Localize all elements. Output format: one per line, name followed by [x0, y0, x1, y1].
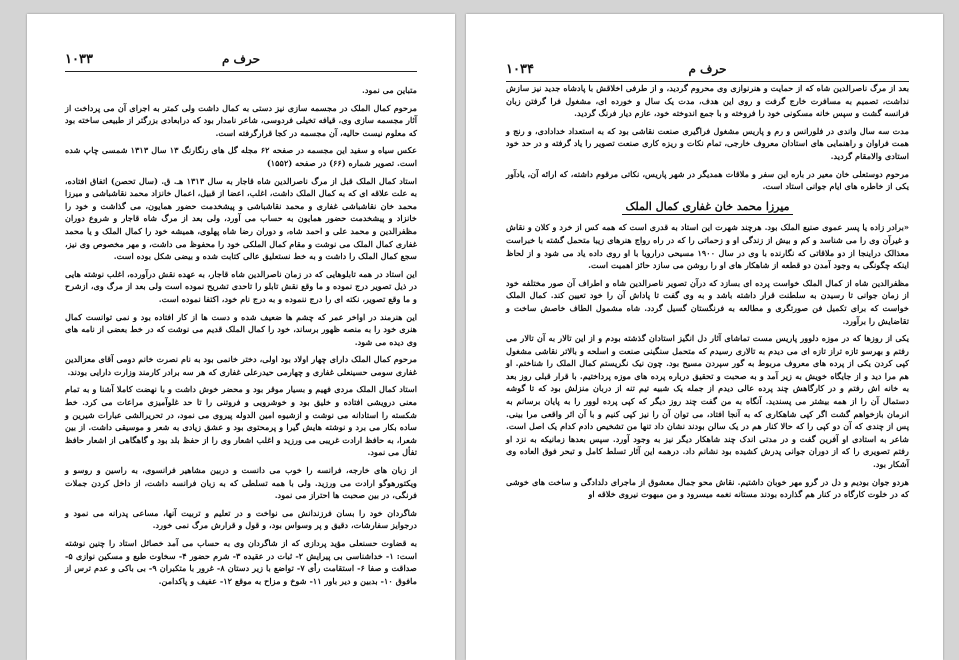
- paragraph: مرحوم کمال الملک دارای چهار اولاد بود اولی، دختر خانمی بود به نام نصرت خانم دومی آقای معزالدین غفاری سومی حسینعلی غفاری و چهارمی حیدرعلی غفاری که هر سه برادر کارمند وزارت دارایی بودند.: [65, 354, 417, 377]
- paragraph: شاگردان خود را بسان فرزندانش می نواخت و در تعلیم و تربیت آنها، مساعی پدرانه می نمود و درجوایز سفارشات، دقیق و پر وسواس بود، و قول و قرارش مرگ نمی خورد.: [65, 507, 417, 531]
- page-header: [65, 50, 417, 70]
- paragraph: این استاد در همه تابلوهایی که در زمان ناصرالدین شاه قاجار، به عهده نقش درآورده، اغلب نوشته هایی در ذیل تصویر درج نموده و ما وقع نقش تابلو را تاحدی تشریح نموده است ولی بعد از مرگ وی، ازشرح و ما وقع تصویر، نکته ای را درج ننموده و به درج نام خود، اکتفا نموده است.: [65, 268, 417, 304]
- right-page: [466, 14, 943, 660]
- left-page: [27, 14, 455, 660]
- paragraph: یکی از روزها که در موزه دلوور پاریس مست تماشای آثار دل انگیز استادان گذشته بودم و از این تالار به آن تالار می رفتم و بهرسو تازه تراز تازه ای می دیدم به تالاری رسیدم که متحمل سنگینی صنعت و اسلحه و بالاتر نقاشی مشغول کپی کردن یکی از پرده های معروف مربوط به گور سپردن مسیح بود. چون نیک نگریستم کمال الملک را شناختم. او هم مرا دید و از جایگاه خویش به زیر آمد و به صحبت و تحقیق درباره پرده های موزه پرداختیم. با قرار قبلی روز بعد به خانه اش رفتم و در کارگاهش چند پرده عالی دیدم از جمله یک شبیه تیم تنه از دربان منزلش بود که تا گوشه دستمال آن را از همه بیشتر می پسندید. آنگاه به من گفت چند روز دیگر که کپی پرده لوور را به پایان برسانم به انرمان بازخواهم گشت اگر کپی شاهکاری که به آنجا افتاد، می توان آن را نیز کپی کنیم و با آن اثر واقعی مرا بینی. پس از چندی که آن دو کپی را که حالا کنار هم در یک سالن بودند نشان داد تنها من تشخیص دادم کدام یک اصل است. شاعر به استادی او آفرین گفت و در مدتی اندک چند شاهکار دیگر نیز به وجود آورد. سپس بعدها زمانیکه به نزد او رفتم تصویری را که از دوران جوانی پدرش کشیده بود نشانم داد. درهمه این آثار تسلط کامل و تبحر فوق العاده وی آشکار بود.: [506, 333, 909, 470]
- page-number: ۱۰۳۳: [65, 52, 93, 67]
- paragraph: هردو جوان بودیم و دل در گرو مهر خوبان داشتیم. نقاش محو جمال معشوق از ماجرای دلدادگی و ساخت های خوشی که در خلوت کارگاه در کنار هم گذارده بودند مستانه نغمه میسرود و من مبهوت نیروی خلاقه او: [506, 476, 909, 500]
- paragraph: مرحوم دوستعلی خان معیر در باره این سفر و ملاقات همدیگر در شهر پاریس، نکاتی مرقوم داشته، که ارائه آن، یادآور یکی از خاطره های ایام جوانی استاد است.: [506, 168, 909, 192]
- section-heading: [506, 201, 909, 214]
- paragraph: این هنرمند در اواخر عمر که چشم ها ضعیف شده و دست ها از کار افتاده بود و نمی توانست کمال هنری خود را به منصه ظهور برساند، خود را کمال الملک قدیم می نوشت که در خط بعضی از نامه های وی دیده می شود.: [65, 311, 417, 347]
- paragraph: بعد از مرگ ناصرالدین شاه که از حمایت و هنرنوازی وی محروم گردید، و از طرفی اخلاقش با پادشاه جدید نیز سازش نداشت، تصمیم به مسافرت خارج گرفت و روی این هدف، مدت یک سال و خورده ای، مشغول فرا گرفتن زبان فرانسه گشت و سپس خانه مسکونی خود را فروخته و با جمع اندوخته خود، عازم دیار فرنگ گردید.: [506, 83, 909, 119]
- paragraph: به قضاوت حسنعلی مؤید پردازی که از شاگردان وی به حساب می آمد خصائل استاد را چنین نوشته است: ۱- خداشناسی بی پیرایش ۲- ثبات در عقیده ۳- شرم حضور ۴- سخاوت طبع و مسکین نوازی ۵- صداقت و صفا ۶- استقامت رأی ۷- تواضع با زیر دستان ۸- غرور با متکبران ۹- بی باکی و عدم ترس از مافوق ۱۰- بدبین و دیر باور ۱۱- شوخ و مزاح به موقع ۱۲- عفیف و پاکدامن.: [65, 538, 417, 586]
- paragraph: مرحوم کمال الملک در مجسمه سازی نیز دستی به کمال داشت ولی کمتر به اجرای آن می پرداخت از آثار مجسمه سازی وی، قیافه تخیلی فردوسی، شاعر نامدار بود که درابعادی بزرگتر از طبیعی ساخته بود که معلوم نیست حالیه، آن مجسمه در کجا قرارگرفته است.: [65, 102, 417, 138]
- paragraph: استاد کمال الملک مردی فهیم و بسیار موقر بود و محضر خوش داشت و با نهضت کاملا آشنا و به تمام معنی درویشی افتاده و خلیق بود و خوشرویی و فروتنی را تا حد غلوآمیزی مراعات می کرد. خط شکسته را استادانه می نوشت و ازشیوه امین الدوله پیروی می نمود، در تحریرالشی عبارات شیرین و ساده بکار می برد و نوشته هایش گیرا و پرمحتوی بود و عشق زیادی به شعر و موسیقی داشت. از بین شعرا، به حافظ ارادت غریبی می ورزید و اغلب اشعار وی را از حفظ بلد بود و گاهگاهی از اشعار حافظ تفأل می نمود.: [65, 384, 417, 458]
- paragraph: متباین می نمود.: [362, 85, 417, 95]
- page-number: ۱۰۳۴: [506, 62, 534, 77]
- page-header: [506, 60, 909, 80]
- page-title: حرف م: [221, 52, 261, 66]
- paragraph: از زبان های خارجه، فرانسه را خوب می دانست و دربین مشاهیر فرانسوی، به راسین و روسو و ویکتورهوگو ارادت می ورزید. ولی با همه تسلطی که به زبان فرانسه داشت، از داخل کردن جملات فرنگی، در بین صحبت ها احتراز می نمود.: [65, 465, 417, 501]
- paragraph: «برادر زاده یا پسر عموی صنیع الملک بود. هرچند شهرت این استاد به قدری است که همه کس از خرد و کلان و نقاش و غیرآن وی را می شناسد و کم و بیش از زندگی او و زحماتی را که در راه رواج هنرهای زیبا متحمل گشته با خبراست معذالک دراینجا از دو ملاقاتی که نگارنده با وی در سال ۱۹۰۰ مسیحی درارویا با او روی داده یاد می شود و از لحاظ اینکه چگونگی به وجود آمدن دو قطعه از شاهکار های او را روشن می سازد حائز اهمیت است.: [506, 222, 909, 271]
- paragraph: عکس سیاه و سفید این مجسمه در صفحه ۶۲ مجله گل های رنگارنگ ۱۳ سال ۱۳۱۳ شمسی چاپ شده است. تصویر شماره (۶۶) در صفحه (۱۵۵۲): [65, 145, 418, 168]
- paragraph: مظفرالدین شاه از کمال الملک خواست پرده ای بسازد که درآن تصویر ناصرالدین شاه و اطراف آن صور مختلفه خود از زمان جوانی تا رسیدن به سلطنت قرار داشته باشد و به وی گفت تا پاداش آن را خود تعیین کند. کمال الملک خواست که برای تکمیل فن صورتگری و مطالعه به فرنگستان گسیل گردد. شاه مشمول الطاف خاصش ساخت و تقاضایش را برآورد.: [506, 277, 909, 326]
- page-body: [65, 84, 417, 650]
- paragraph: مدت سه سال واندی در فلورانس و رم و پاریس مشغول فراگیری صنعت نقاشی بود که به استعداد خدادادی، و رنج و همت فراوان و راهنمایی های استادان معروف خارجی، تمام نکات و ریزه کاری صنعت تصویر را یاد گرفته و در حد خود استادی والامقام گردید.: [506, 125, 909, 161]
- section-heading-text: میرزا محمد خان غفاری کمال الملک: [622, 200, 794, 215]
- page-title: حرف م: [688, 62, 727, 76]
- paragraph: استاد کمال الملک قبل از مرگ ناصرالدین شاه قاجار به سال ۱۳۱۳ هـ. ق. (سال تحصن) اتفاق افتاده، به علت علاقه ای که به کمال الملک داشت، اغلب، اعضا از قبیل، اعمال خانزاد محمد نقاشباشی و میرزا محمد خان نقاشباشی غفاری و محمد نقاشباشی و پیشخدمت حضور همایون، می گذاشت و خود را خانزاد و پیشخدمت حضور همایون به حساب می آورد، ولی بعد از مرگ شاه قاجار و شروع دوران مظفرالدین و محمد علی و احمد شاه، و دوران رضا شاه پهلوی، همیشه خود را کمال الملک و یا محمد غفاری کمال الملک می نوشت و مقام کمال الملکی خود را محفوظ می داشت، و مهر مخصوص وی نیز، سجع کمال الملک را داشت و به خط نستعلیق عالی کتابت شده و بیضی شکل بوده است.: [65, 175, 417, 262]
- page-body: [506, 82, 909, 650]
- header-rule: [65, 71, 417, 72]
